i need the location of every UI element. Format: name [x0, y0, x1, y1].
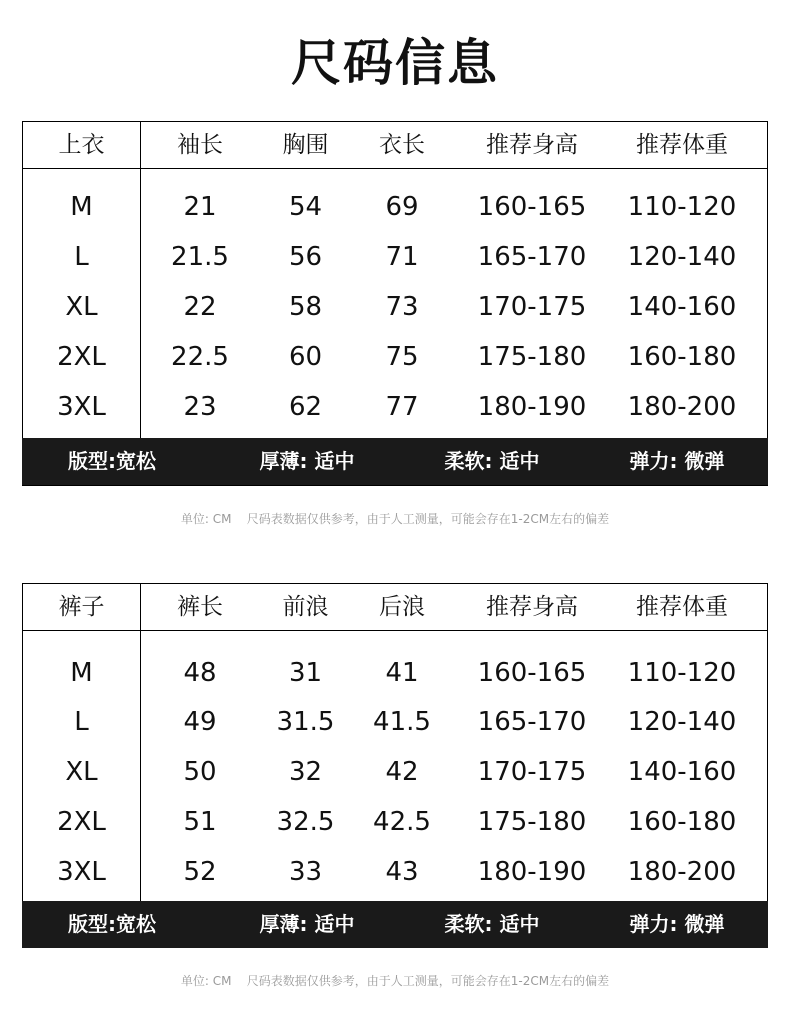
size-cell: XL: [65, 757, 98, 787]
value-cell: 140-160: [627, 757, 737, 787]
header-cell-height: 推荐身高: [486, 594, 578, 620]
value-cell: 49: [183, 707, 217, 737]
softness-attribute: 柔软: 适中: [444, 912, 540, 936]
header-cell-category: 上衣: [58, 132, 105, 158]
value-cell: 165-170: [477, 707, 587, 737]
value-cell: 21: [183, 192, 217, 222]
value-cell: 175-180: [477, 342, 587, 372]
value-cell: 42.5: [373, 807, 431, 837]
page-title: 尺码信息: [291, 34, 499, 92]
value-cell: 23: [183, 392, 217, 422]
value-cell: 56: [288, 242, 323, 272]
size-cell: L: [74, 242, 89, 272]
bottom-size-table: [22, 583, 768, 947]
value-cell: 170-175: [477, 292, 587, 322]
table-row: [23, 382, 767, 432]
value-cell: 180-190: [477, 392, 587, 422]
thickness-attribute: 厚薄: 适中: [259, 912, 355, 936]
value-cell: 175-180: [477, 807, 587, 837]
softness-attribute: 柔软: 适中: [444, 449, 540, 473]
value-cell: 73: [385, 292, 419, 322]
value-cell: 32.5: [276, 807, 335, 837]
value-cell: 180-200: [627, 392, 737, 422]
header-cell-weight: 推荐体重: [636, 594, 728, 620]
value-cell: 110-120: [627, 658, 737, 688]
fit-attribute: 版型:宽松: [68, 912, 156, 936]
value-cell: 69: [385, 192, 419, 222]
value-cell: 58: [288, 292, 323, 322]
bottom-attribute-bar: [22, 901, 768, 948]
header-cell-chest: 胸围: [282, 132, 329, 158]
value-cell: 32: [288, 757, 323, 787]
measurement-note: 单位: CM 尺码表数据仅供参考，由于人工测量，可能会存在1-2CM左右的偏差: [180, 512, 610, 526]
size-cell: XL: [65, 292, 98, 322]
value-cell: 31: [288, 658, 323, 688]
value-cell: 54: [288, 192, 323, 222]
header-cell-back-rise: 后浪: [379, 594, 425, 620]
table-row: [23, 182, 767, 232]
header-cell-category: 裤子: [58, 594, 105, 620]
value-cell: 42: [385, 757, 419, 787]
value-cell: 50: [183, 757, 217, 787]
value-cell: 110-120: [627, 192, 737, 222]
header-cell-sleeve: 袖长: [177, 132, 223, 158]
table-row: [23, 232, 767, 282]
value-cell: 41: [385, 658, 419, 688]
size-cell: 2XL: [57, 342, 106, 372]
measurement-note: 单位: CM 尺码表数据仅供参考，由于人工测量，可能会存在1-2CM左右的偏差: [180, 974, 610, 988]
value-cell: 51: [183, 807, 217, 837]
value-cell: 120-140: [627, 242, 737, 272]
value-cell: 33: [288, 857, 323, 887]
size-cell: 3XL: [57, 857, 106, 887]
header-cell-front-rise: 前浪: [282, 594, 329, 620]
value-cell: 52: [183, 857, 217, 887]
size-cell: M: [70, 192, 93, 222]
value-cell: 165-170: [477, 242, 587, 272]
elasticity-attribute: 弹力: 微弹: [629, 912, 725, 936]
value-cell: 77: [385, 392, 419, 422]
value-cell: 75: [385, 342, 419, 372]
bottom-table-header-row: [23, 584, 767, 631]
size-cell: M: [70, 658, 93, 688]
table-row: [23, 332, 767, 382]
value-cell: 160-180: [627, 807, 737, 837]
value-cell: 41.5: [373, 707, 431, 737]
top-table-header-row: [23, 122, 767, 169]
value-cell: 60: [288, 342, 323, 372]
value-cell: 180-190: [477, 857, 587, 887]
header-cell-pants-length: 裤长: [177, 594, 223, 620]
value-cell: 160-180: [627, 342, 737, 372]
header-cell-length: 衣长: [379, 132, 425, 158]
value-cell: 22.5: [171, 342, 229, 372]
value-cell: 62: [288, 392, 323, 422]
table-row: [23, 847, 767, 897]
top-size-table: [22, 121, 768, 486]
value-cell: 48: [183, 658, 217, 688]
top-attribute-bar: [22, 438, 768, 485]
fit-attribute: 版型:宽松: [68, 449, 156, 473]
size-cell: 3XL: [57, 392, 106, 422]
value-cell: 21.5: [171, 242, 229, 272]
thickness-attribute: 厚薄: 适中: [259, 449, 355, 473]
table-row: [23, 747, 767, 797]
size-cell: 2XL: [57, 807, 106, 837]
value-cell: 31.5: [276, 707, 335, 737]
header-cell-height: 推荐身高: [486, 132, 578, 158]
value-cell: 160-165: [477, 192, 587, 222]
elasticity-attribute: 弹力: 微弹: [629, 449, 725, 473]
table-row: [23, 648, 767, 698]
size-cell: L: [74, 707, 89, 737]
value-cell: 71: [385, 242, 419, 272]
value-cell: 140-160: [627, 292, 737, 322]
value-cell: 160-165: [477, 658, 587, 688]
value-cell: 170-175: [477, 757, 587, 787]
table-row: [23, 282, 767, 332]
value-cell: 22: [183, 292, 217, 322]
table-row: [23, 697, 767, 747]
value-cell: 180-200: [627, 857, 737, 887]
table-row: [23, 797, 767, 847]
value-cell: 43: [385, 857, 419, 887]
header-cell-weight: 推荐体重: [636, 132, 728, 158]
value-cell: 120-140: [627, 707, 737, 737]
